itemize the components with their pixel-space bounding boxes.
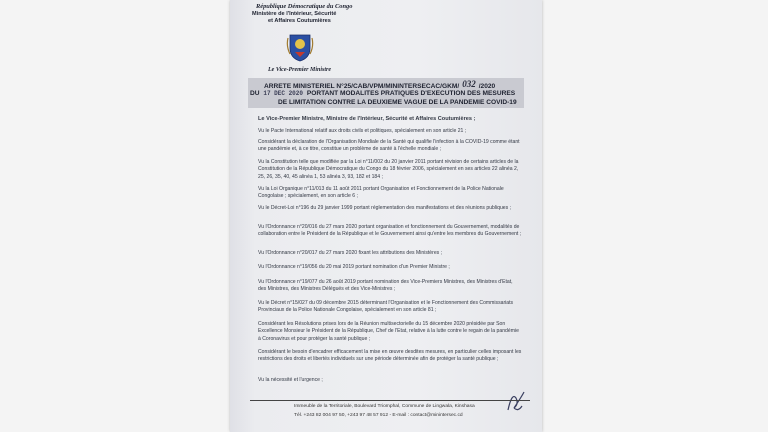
- ministry-heading-line1: Ministère de l'Intérieur, Sécurité: [252, 11, 337, 17]
- footer-contact: Tél. +243 82 004 97 50, +243 97 48 57 912 - E-mail : contact@minintersec.cd: [294, 413, 463, 418]
- preamble-paragraph: Vu la Constitution telle que modifiée par la Loi n°11/002 du 20 janvier 2011 portant révision de certains articles de la Constitution de la République Démocratique du Congo du 18 février 2006, spécialement en ses articles 22 alinéa 2, 25, 26, 35, 40, 45 alinéa 1, 53 alinéa 3, 93, 182 et 184 ;: [258, 159, 519, 180]
- preamble-intro: Le Vice-Premier Ministre, Ministre de l'Intérieur, Sécurité et Affaires Coutumières ;: [258, 116, 476, 122]
- vice-pm-signature-line: Le Vice-Premier Ministre: [268, 67, 331, 73]
- decree-du: DU: [250, 90, 260, 97]
- decree-subject-1: PORTANT MODALITES PRATIQUES D'EXECUTION DES MESURES: [306, 90, 516, 97]
- preamble-paragraph: Vu le Pacte International relatif aux droits civils et politiques, spécialement en son article 21 ;: [258, 128, 467, 134]
- preamble-paragraph: Vu le Décret n°15/027 du 09 décembre 2015 déterminant l'Organisation et le Fonctionnement des Commissariats Provinciaux de la Police Nationale Congolaise, spécialement en son article 81 ;: [258, 300, 514, 314]
- handwritten-number: 032: [462, 79, 476, 89]
- republic-heading: République Démocratique du Congo: [256, 3, 353, 10]
- preamble-paragraph: Considérant les Résolutions prises lors de la Réunion multisectorielle du 15 décembre 2020 présidée par Son Excellence Monsieur le Président de la République, Chef de l'Etat, relative à la lutte contre le regain de la pandémie à Coronavirus et pour protéger la santé publique ;: [258, 321, 519, 342]
- decree-year: /2020: [478, 83, 496, 90]
- preamble-paragraph: Vu le Décret-Loi n°196 du 29 janvier 1999 portant réglementation des manifestations et des réunions publiques ;: [258, 205, 512, 211]
- preamble-paragraph: Vu la Loi Organique n°11/013 du 11 août 2011 portant Organisation et Fonctionnement de la Police Nationale Congolaise ; spécialement, en son article 6 ;: [258, 186, 504, 200]
- preamble-paragraph: Considérant la déclaration de l'Organisation Mondiale de la Santé qui qualifie l'infection à la COVID-19 comme étant une pandémie et, à ce titre, constitue un problème de santé à l'échelle mondiale ;: [258, 139, 520, 153]
- preamble-paragraph: Vu l'Ordonnance n°19/056 du 20 mai 2019 portant nomination d'un Premier Ministre ;: [258, 264, 450, 270]
- decree-title-line1: [264, 80, 495, 90]
- decree-number-prefix: ARRETE MINISTERIEL N°25/CAB/VPM/MININTERSECAC/GKM/: [264, 83, 460, 90]
- photo-background-right: [540, 0, 768, 432]
- decree-title-line3: DE LIMITATION CONTRE LA DEUXIEME VAGUE DE LA PANDEMIE COVID-19: [278, 99, 517, 106]
- decree-title-line2: [250, 90, 515, 97]
- preamble-paragraph: Vu l'Ordonnance n°19/077 du 26 août 2019 portant nomination des Vice-Premiers Ministres, des Ministres d'Etat, des Ministres, des Ministres Délégués et des Vice-Ministres ;: [258, 279, 513, 293]
- footer-address: Immeuble de la Territoriale, Boulevard Triomphal, Commune de Lingwala, Kinshasa: [294, 404, 475, 409]
- preamble-paragraph: Vu la nécessité et l'urgence ;: [258, 377, 323, 383]
- date-stamp: 17 DEC 2020: [263, 90, 303, 97]
- document-page: [230, 0, 542, 432]
- photo-background-left: [0, 0, 228, 432]
- signature-initials-icon: [502, 388, 528, 414]
- preamble-paragraph: Vu l'Ordonnance n°20/017 du 27 mars 2020 fixant les attributions des Ministères ;: [258, 250, 443, 256]
- ministry-heading-line2: et Affaires Coutumières: [268, 18, 331, 24]
- coat-of-arms-icon: [286, 32, 314, 62]
- preamble-paragraph: Vu l'Ordonnance n°20/016 du 27 mars 2020 portant organisation et fonctionnement du Gouvernement, modalités de collaboration entre le Président de la République et le Gouvernement ainsi qu'entre les membres du Gouvernement ;: [258, 224, 522, 238]
- preamble-paragraph: Considérant le besoin d'encadrer efficacement la mise en œuvre desdites mesures, en particulier celles imposant les restrictions des droits et libertés individuels sur une période déterminée afin de protéger la santé publique ;: [258, 349, 522, 363]
- footer-divider: [250, 400, 530, 401]
